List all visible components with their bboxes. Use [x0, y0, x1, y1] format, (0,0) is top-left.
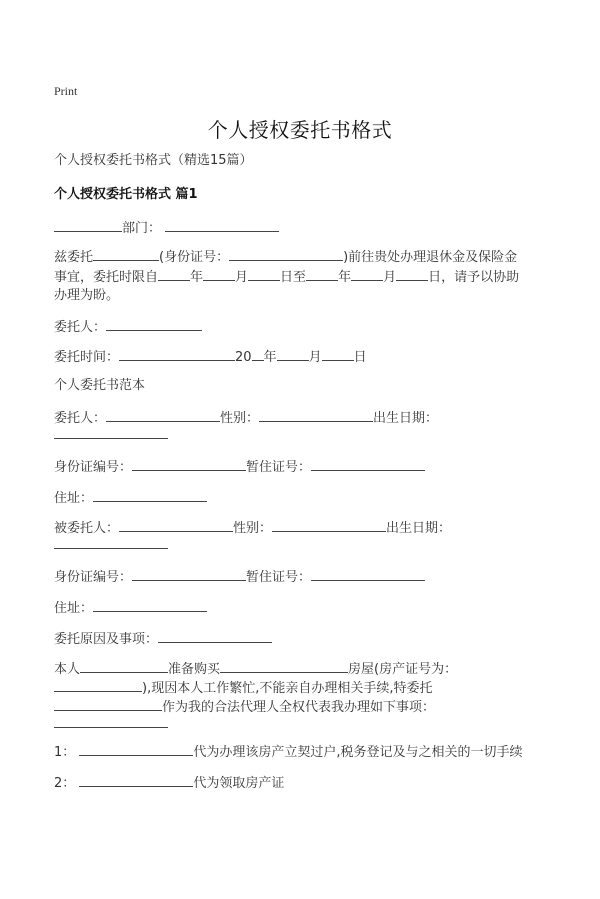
month-label: 月 — [308, 350, 322, 365]
principal-id-row — [54, 456, 425, 477]
section-heading: 个人授权委托书格式 篇1 — [54, 187, 198, 202]
year-label: 年 — [263, 350, 277, 365]
start-year-blank[interactable] — [158, 266, 190, 281]
body-text: ),现因本人工作繁忙,不能亲自办理相关手续,特委托 — [142, 681, 433, 696]
day-label: 日 — [353, 350, 367, 365]
id-label: 身份证编号： — [54, 460, 133, 475]
agent-birth-row — [54, 534, 168, 555]
birth-label: 出生日期： — [386, 521, 452, 536]
time-row — [54, 346, 367, 367]
id-label: 身份证编号： — [54, 570, 133, 585]
body-text: 房屋(房产证号为： — [348, 662, 458, 677]
gender-blank[interactable] — [259, 407, 373, 422]
gender-label: 性别： — [220, 411, 260, 426]
list-item — [54, 741, 523, 762]
certificate-number-blank[interactable] — [54, 677, 142, 692]
id-blank[interactable] — [132, 566, 246, 581]
gender-blank[interactable] — [272, 517, 386, 532]
temp-id-blank[interactable] — [311, 566, 425, 581]
para-text: 兹委托 — [54, 250, 94, 265]
item-text: 代为办理该房产立契过户,税务登记及与之相关的一切手续 — [193, 745, 523, 760]
year-blank[interactable] — [252, 346, 264, 361]
month-blank[interactable] — [277, 346, 309, 361]
day-blank[interactable] — [322, 346, 354, 361]
id-number-blank[interactable] — [229, 246, 343, 261]
body-text: 作为我的合法代理人全权代表我办理如下事项： — [162, 700, 436, 715]
body-text: 准备购买 — [168, 662, 221, 677]
temp-id-label: 暂住证号： — [246, 460, 312, 475]
day-to-label: 日至 — [280, 270, 307, 285]
time-label: 委托时间： — [54, 350, 120, 365]
principal-row — [54, 316, 202, 337]
address-label: 住址： — [54, 601, 94, 616]
month-label: 月 — [235, 270, 249, 285]
item-number: 1： — [54, 745, 76, 760]
authorization-paragraph-line1 — [54, 246, 517, 267]
birth-date-blank[interactable] — [54, 534, 168, 549]
reason-blank[interactable] — [158, 628, 272, 643]
agent-name-blank[interactable] — [93, 246, 159, 261]
body-line4 — [54, 713, 168, 734]
extra-blank[interactable] — [54, 713, 168, 728]
document-subtitle: 个人授权委托书格式（精选15篇） — [54, 153, 253, 168]
year-label: 年 — [338, 270, 352, 285]
address-blank[interactable] — [93, 597, 207, 612]
agent-blank[interactable] — [54, 696, 162, 711]
para-text: 事宜，委托时限自 — [54, 270, 159, 285]
reason-label: 委托原因及事项： — [54, 632, 159, 647]
principal-label: 委托人： — [54, 411, 107, 426]
end-day-blank[interactable] — [396, 266, 428, 281]
agent-name-blank[interactable] — [119, 517, 233, 532]
body-line1 — [54, 658, 457, 679]
body-text: 本人 — [54, 662, 81, 677]
item-text: 代为领取房产证 — [193, 776, 285, 791]
owner-name-blank[interactable] — [80, 658, 168, 673]
reason-row — [54, 628, 272, 649]
property-blank[interactable] — [220, 658, 348, 673]
agent-label: 被委托人： — [54, 521, 120, 536]
year-label: 年 — [190, 270, 204, 285]
end-month-blank[interactable] — [351, 266, 383, 281]
authorization-paragraph-line3: 办理为盼。 — [54, 288, 120, 303]
month-label: 月 — [383, 270, 397, 285]
dept-blank[interactable] — [165, 217, 279, 232]
address-label: 住址： — [54, 491, 94, 506]
para-text: )前往贵处办理退休金及保险金 — [343, 250, 518, 265]
start-month-blank[interactable] — [203, 266, 235, 281]
id-blank[interactable] — [132, 456, 246, 471]
agent-id-row — [54, 566, 425, 587]
body-line2 — [54, 677, 432, 698]
name-blank[interactable] — [54, 217, 122, 232]
principal-blank[interactable] — [106, 316, 202, 331]
sample-heading: 个人委托书范本 — [54, 378, 146, 393]
principal-label: 委托人： — [54, 320, 107, 335]
birth-date-blank[interactable] — [54, 424, 168, 439]
gender-label: 性别： — [233, 521, 273, 536]
para-text: (身份证号： — [159, 250, 230, 265]
agent-address-row — [54, 597, 207, 618]
start-day-blank[interactable] — [248, 266, 280, 281]
end-year-blank[interactable] — [306, 266, 338, 281]
item-blank[interactable] — [79, 741, 193, 756]
dept-row — [54, 217, 279, 238]
temp-id-blank[interactable] — [311, 456, 425, 471]
birth-label: 出生日期： — [373, 411, 439, 426]
authorization-paragraph-line2 — [54, 266, 519, 287]
year-prefix: 20 — [235, 350, 252, 365]
item-blank[interactable] — [79, 772, 193, 787]
item-number: 2： — [54, 776, 76, 791]
time-blank[interactable] — [119, 346, 235, 361]
document-title: 个人授权委托书格式 — [207, 118, 393, 142]
temp-id-label: 暂住证号： — [246, 570, 312, 585]
print-label: Print — [54, 84, 78, 98]
address-blank[interactable] — [93, 487, 207, 502]
principal-birth-row — [54, 424, 168, 445]
dept-label: 部门： — [122, 221, 162, 236]
list-item — [54, 772, 284, 793]
day-end-label: 日，请予以协助 — [428, 270, 520, 285]
principal-name-blank[interactable] — [106, 407, 220, 422]
principal-address-row — [54, 487, 207, 508]
